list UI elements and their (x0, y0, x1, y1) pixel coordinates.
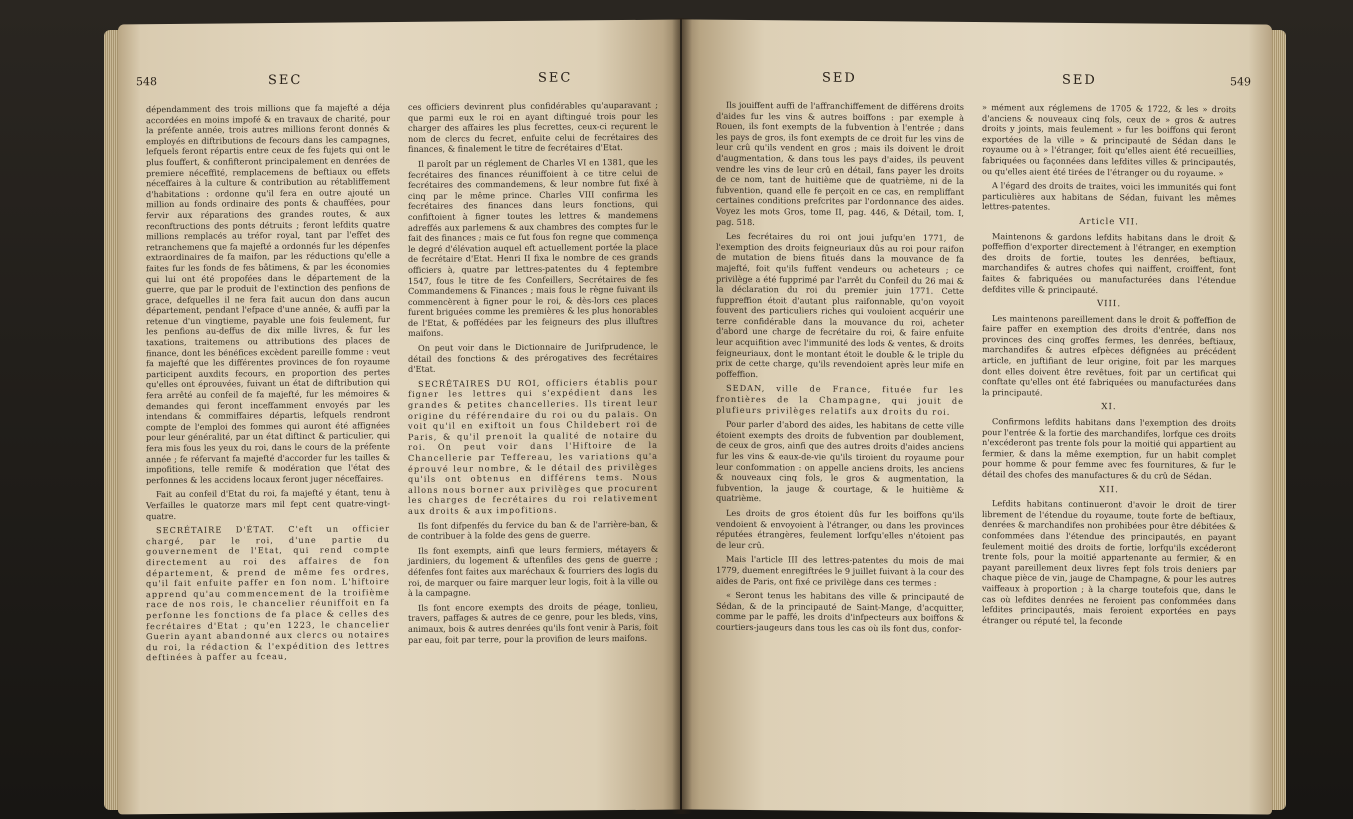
article-heading: Article VII. (1079, 216, 1139, 228)
left-column-2 (408, 100, 658, 649)
paragraph: SECRÉTAIRES DU ROI, officiers établis pour figner les lettres qui s'expédient dans les grandes & petites chancelleries. Ils tirent leur origine du référendaire du roi ou du palais. On voit qu'il en exiftoit un fous Childebert roi de Paris, & qu'il prenoit la qualité de notaire du roi. On peut voir dans l'Hiftoire de la Chancellerie par Teffereau, les variations qu'a éprouvé leur nombre, & le détail des privilèges qu'ils ont obtenus en différens tems. Nous allons nous borner aux privilèges que procurent les charges de fecrétaires du roi relativement aux droits & aux impofitions. (408, 376, 658, 516)
paragraph: Mais l'article III des lettres-patentes du mois de mai 1779, duement enregiftrées le 9 juillet fuivant à la cour des aides de Paris, ont fixé ce privilège dans ces termes : (716, 554, 964, 588)
paragraph: » mément aux réglemens de 1705 & 1722, & les » droits d'anciens & nouveaux cinq fols, ceux de » gros & autres droits y joints, mais feulement » fur les boiffons qui feront exportées de la ville » & principauté de Sédan dans le royaume ou à » l'étranger, foit qu'elles aient été recueillies, fabriquées ou façonnées dans lefdites villes & principautés, ou qu'elles aient été tirées de l'étranger ou du royaume. » (982, 102, 1236, 178)
paragraph: Confirmons lefdits habitans dans l'exemption des droits pour l'entrée & la fortie des marchandifes, lorfque ces droits n'excéderont pas trente fols pour la moitié qui appartient au fermier, & dans la même exemption, fur un habit complet pour homme & pour femme avec fes fournitures, & fur le détail des chofes des manufactures & du crû de Sédan. (982, 416, 1236, 482)
article-heading: VIII. (1096, 299, 1122, 310)
paragraph: Les maintenons pareillement dans le droit & poffeffion de faire paffer en exemption des droits d'entrée, dans nos provinces des cinq groffes fermes, les denrées, beftiaux, marchandifes & autres efpèces défignées au précédent article, en juftifiant de leur origine, foit par les marques dont elles doivent être revêtues, foit par un certificat qui conftate qu'elles ont été fabriquées ou manufacturées dans la principauté. (982, 312, 1236, 398)
paragraph: Maintenons & gardons lefdits habitans dans le droit & poffeffion d'exporter directement à l'étranger, en exemption des droits de fortie, toutes les denrées, beftiaux, marchandifes & autres chofes qui naiffent, croiffent, font faites & fabriquées ou manufacturées dans l'étendue defdites ville & principauté. (982, 230, 1236, 295)
paragraph: Les droits de gros étoient dûs fur les boiffons qu'ils vendoient & envoyoient à l'étranger, ou dans les provinces réputées étrangères, feulement lorfqu'elles n'étoient pas de leur crû. (716, 507, 964, 550)
paragraph: Ils font exempts, ainfi que leurs fermiers, métayers & jardiniers, du logement & uftenfiles des gens de guerre ; défenfes font faites aux maréchaux & fourriers des logis du roi, de marquer ou faire marquer leur logis, foit à la ville ou à la campagne. (408, 543, 658, 599)
paragraph: dépendamment des trois millions que fa majefté a déja accordées en moins impofé & en travaux de charité, pour la préfente année, trois autres millions feront donnés & employés en diftributions de fecours dans les campagnes, lefquels feront répartis entre ceux de fes fujets qui ont le plus fouffert, & confifteront principalement en denrées de premiere néceffité, remplacemens de beftiaux ou effets néceffaires à la culture & contribution au rétabliffement d'habitations : ordonne qu'il fera en outre ajouté un million au fonds ordinaire des ponts & chauffées, pour fervir aux réparations des grandes routes, & aux reconftructions des ponts détruits ; feront lefdits quatre millions remplacés au tréfor royal, tant par l'effet des retranchemens que fa majefté a ordonnés fur les dépenfes extraordinaires de fa maifon, par les réductions qu'elle a faites fur les fonds de fes bâtimens, & par les économies qui lui ont été propofées dans le département de la guerre, que par le produit de l'extinction des penfions de grace, defquelles il ne fera fait aucun don dans aucun département, pendant l'efpace d'une année, & auffi par la retenue d'un vingtieme, payable une fois feulement, fur les penfions au-deffus de dix mille livres, & fur les taxations, traitemens ou attributions des places de finance, dont les bénéfices excèdent pareille fomme : veut fa majefté que les différentes provinces de fon royaume participent auxdits fecours, en proportion des pertes qu'elles ont éprouvées, fuivant un état de diftribution qui fera arrêté au confeil de fa majefté, fur les mémoires & demandes qui feront inceffamment envoyés par les intendans & commiffaires départis, lefquels rendront compte de l'emploi des fommes qui auront été affignées pour leur généralité, par un état diftinct & particulier, qui fera mis fous les yeux du roi, dans le cours de la préfente année ; fe réfervant fa majefté d'accorder fur les tailles & impofitions, telle remife & modération que l'état des perfonnes & les accidens locaux feront juger néceffaires. (146, 102, 390, 485)
left-column-1 (146, 102, 390, 667)
paragraph: Ils font difpenfés du fervice du ban & de l'arrière-ban, & de contribuer à la folde des gens de guerre. (408, 518, 658, 542)
right-running-head-2: SED (1062, 72, 1097, 89)
paragraph: Il paroît par un réglement de Charles VI en 1381, que les fecrétaires des finances réuniffoient à ce titre celui de fecrétaires des commandemens, & leur nombre fut fixé à cinq par le même prince. Charles VIII confirma les fecrétaires des finances dans leurs fonctions, qui confiftoient à figner toutes les lettres & mandemens adreffés aux parlemens & aux chambres des comptes fur le fait des finances ; mais ce fut fous fon regne que commença le degré d'élévation auquel eft actuellement portée la place de fecrétaire d'Etat. Henri II fixa le nombre de ces grands officiers à, quatre par lettres-patentes du 4 feptembre 1547, fous le titre de fes Confeillers, Secrétaires de fes Commandemens & Finances ; mais fous le règne fuivant ils commencèrent à figner pour le roi, & dès-lors ces places furent briguées comme les premières & les plus honorables de l'Etat, & poffédées par les feigneurs des plus illuftres maifons. (408, 156, 658, 339)
left-page-number: 548 (136, 75, 157, 89)
paragraph: SECRÉTAIRE D'ÉTAT. C'eft un officier chargé, par le roi, d'une partie du gouvernement de l'Etat, qui rend compte directement au roi des affaires de fon département, & prend de même fes ordres, qu'il fait enfuite paffer en fon nom. L'hiftoire apprend qu'au commencement de la troifième race de nos rois, le chancelier réuniffoit en fa perfonne les fonctions de fa place & celles des fecrétaires d'Etat ; qu'en 1223, le chancelier Guerin ayant abandonné aux clercs ou notaires du roi, la rédaction & l'expédition des lettres deftinées à paffer au fceau, (146, 523, 390, 663)
paragraph: Lefdits habitans continueront d'avoir le droit de tirer librement de l'étendue du royaume, toute forte de beftiaux, denrées & marchandifes non prohibées pour être débitées & confommées dans l'étendue des principautés, en payant feulement moitié des droits de fortie, lorfqu'ils excéderont trente fols, pour la moitié appartenante au fermier, & en payant pareillement deux livres fept fols trois deniers par chaque pièce de vin, jauge de Champagne, & pour les autres vaiffeaux à proportion ; à la charge toutefois que, dans le cas où lefdites denrées ne feroient pas confommées dans lefdites principautés, mais feroient exportées en pays étranger ou réputé tel, la feconde (982, 498, 1236, 626)
left-running-head-1: SEC (268, 72, 303, 89)
left-running-head-2: SEC (538, 70, 573, 86)
right-running-head-1: SED (822, 70, 857, 86)
paragraph: Ils jouiffent auffi de l'affranchiffement de différens droits d'aides fur les vins & autres boiffons : par exemple à Rouen, ils font exempts de la fubvention à l'entrée ; dans les pays de gros, ils font exempts de ce droit fur les vins de leur crû qu'ils vendent en gros ; mais ils doivent le droit d'augmentation, & dans tous les pays d'aides, ils peuvent vendre les vins de leur crû en détail, fans payer les droits de ce nom, tant de huitième que de quatrième, ni de la fubvention, quand elle fe perçoit en ce cas, en rempliffant certaines conditions prefcrites par l'ordonnance des aides. Voyez les mots Gros, tome II, pag. 446, & Détail, tom. I, pag. 518. (716, 99, 964, 227)
paragraph: Ils font encore exempts des droits de péage, tonlieu, travers, paffages & autres de ce genre, pour les bleds, vins, animaux, bois & autres denrées qu'ils font venir à Paris, foit par eau, foit par terre, pour la provifion de leurs maifons. (408, 600, 658, 645)
right-column-1 (716, 100, 964, 639)
paragraph: « Seront tenus les habitans des ville & principauté de Sédan, & de la principauté de Saint-Mange, d'acquitter, comme par le paffé, les droits d'infpecteurs aux boiffons & courtiers-jaugeurs dans tous les cas où ils font dus, confor- (716, 589, 964, 634)
right-column-2 (982, 102, 1236, 632)
left-page (118, 20, 680, 815)
paragraph: Pour parler d'abord des aides, les habitans de cette ville étoient exempts des droits de fubvention par doublement, de ceux de gros, ainfi que des autres droits d'aides anciens fur les vins & eaux-de-vie qu'ils tiroient du royaume pour leur confommation : on appelle anciens droits, les anciens & nouveaux cinq fols, le gros & augmentation, la fubvention, la jauge & courtage, & le huitième & quatrième. (716, 419, 964, 504)
right-page-number: 549 (1230, 75, 1251, 89)
book-spine (672, 18, 692, 814)
article-heading: XI. (1101, 402, 1117, 413)
paragraph: A l'égard des droits de traites, voici les immunités qui font particulières aux habitans de Sédan, fuivant les mêmes lettres-patentes. (982, 180, 1236, 212)
paragraph: On peut voir dans le Dictionnaire de Jurifprudence, le détail des fonctions & des prérogatives des fecrétaires d'Etat. (408, 340, 658, 375)
article-heading: XII. (1099, 484, 1119, 495)
right-page (682, 19, 1272, 814)
paragraph: Fait au confeil d'Etat du roi, fa majefté y étant, tenu à Verfailles le quatorze mars mil fept cent quatre-vingt-quatre. (146, 487, 390, 521)
paragraph: ces officiers devinrent plus confidérables qu'auparavant ; que parmi eux le roi en ayant diftingué trois pour les charger des affaires les plus fecrettes, ceux-ci reçurent le nom de clercs du fecret, enfuite celui de fecrétaires des finances, & finalement le titre de fecrétaires d'Etat. (408, 99, 658, 155)
paragraph: SEDAN, ville de France, fituée fur les frontières de la Champagne, qui jouit de plufieurs privilèges relatifs aux droits du roi. (716, 383, 964, 417)
paragraph: Les fecrétaires du roi ont joui jufqu'en 1771, de l'exemption des droits feigneuriaux dûs au roi pour raifon de mutation de biens fitués dans la mouvance de fa majefté, foit qu'ils fuffent vendeurs ou acheteurs ; ce privilège a été fupprimé par l'arrêt du Confeil du 26 mai & la déclaration du roi du premier juin 1771. Cette fuppreffion étoit d'autant plus raifonnable, qu'on voyoit fouvent des particuliers riches qui vouloient acquérir une terre confidérable dans la mouvance du roi, acheter d'abord une charge de fecrétaire du roi, & faire enfuite leur acquifition avec l'immunité des lods & ventes, & droits feigneuriaux, dont le montant étoit le double & le triple du prix de cette charge, qu'ils revendoient après leur mife en poffeffion. (716, 230, 964, 379)
